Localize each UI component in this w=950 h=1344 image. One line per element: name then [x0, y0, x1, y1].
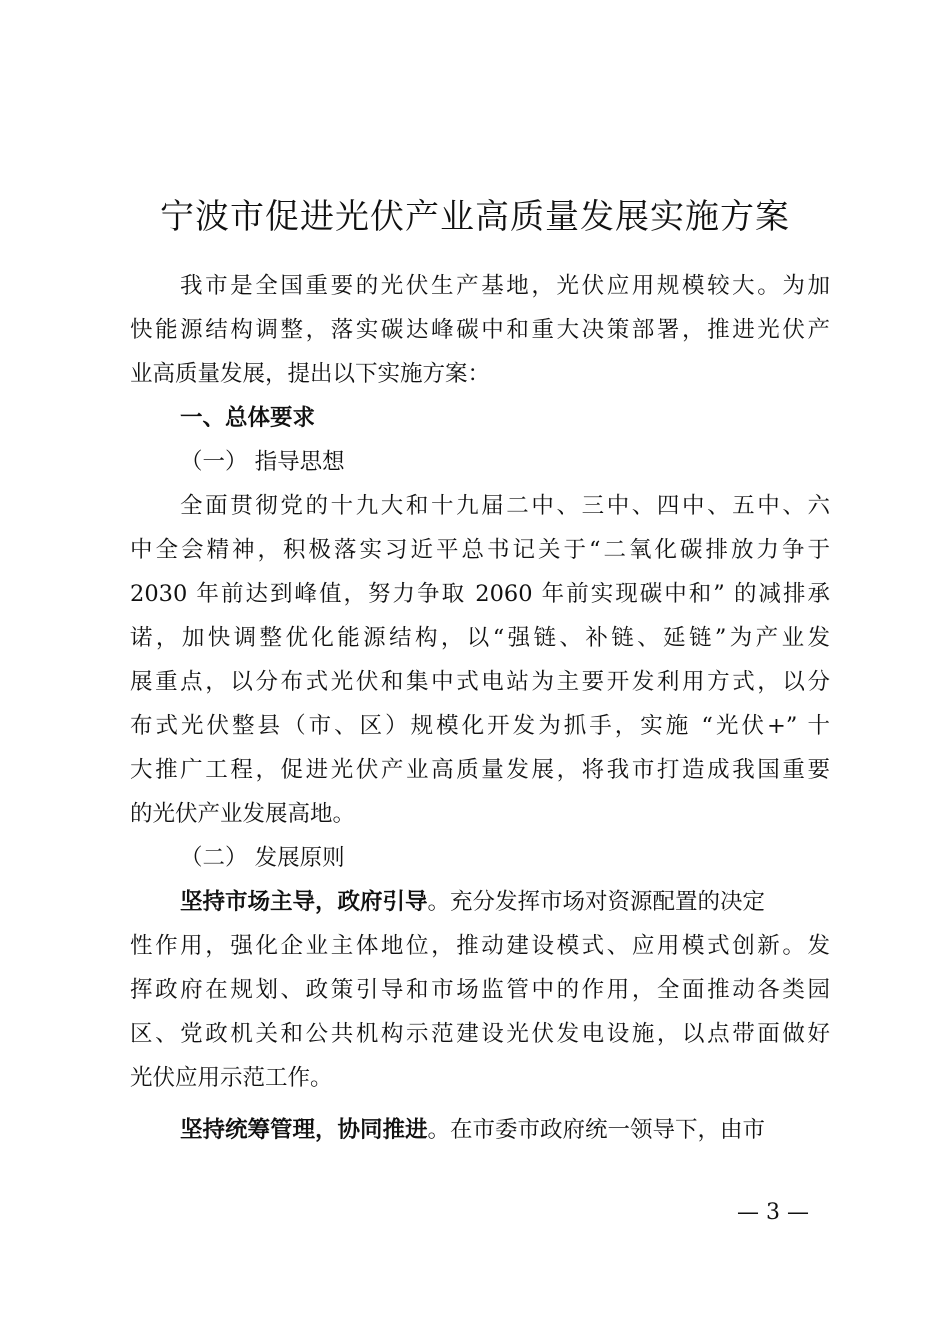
- paragraph-line: 布式光伏整县（市、区）规模化开发为抓手，实施 “光伏+” 十: [130, 713, 830, 739]
- paragraph-text: 。在市委市政府统一领导下，由市: [427, 1117, 766, 1143]
- paragraph-line: [180, 886, 830, 918]
- principle-heading: 坚持统筹管理，协同推进: [180, 1117, 428, 1143]
- paragraph-line: 我市是全国重要的光伏生产基地，光伏应用规模较大。为加: [180, 273, 830, 299]
- paragraph-line: 挥政府在规划、政策引导和市场监管中的作用，全面推动各类园: [130, 977, 830, 1003]
- paragraph-line: 诺，加快调整优化能源结构，以“强链、补链、延链”为产业发: [130, 625, 830, 651]
- paragraph-line: 光伏应用示范工作。: [130, 1065, 333, 1091]
- paragraph-line: [180, 1114, 830, 1146]
- paragraph-line: 中全会精神，积极落实习近平总书记关于“二氧化碳排放力争于: [130, 537, 830, 563]
- paragraph-line: 展重点，以分布式光伏和集中式电站为主要开发利用方式，以分: [130, 669, 830, 695]
- subsection-heading: （一） 指导思想: [180, 449, 345, 475]
- paragraph-line: 性作用，强化企业主体地位，推动建设模式、应用模式创新。发: [130, 933, 830, 959]
- paragraph-line: 全面贯彻党的十九大和十九届二中、三中、四中、五中、六: [180, 493, 830, 519]
- document-title: 宁波市促进光伏产业高质量发展实施方案: [160, 196, 790, 237]
- paragraph-line: 区、党政机关和公共机构示范建设光伏发电设施，以点带面做好: [130, 1021, 830, 1047]
- section-heading: 一、总体要求: [180, 405, 316, 431]
- paragraph-line: 快能源结构调整，落实碳达峰碳中和重大决策部署，推进光伏产: [130, 317, 830, 343]
- principle-heading: 坚持市场主导，政府引导: [180, 889, 428, 915]
- paragraph-line: 业高质量发展，提出以下实施方案：: [130, 361, 491, 387]
- page-number: — 3 —: [737, 1200, 809, 1225]
- subsection-heading: （二） 发展原则: [180, 845, 345, 871]
- paragraph-line: 的光伏产业发展高地。: [130, 801, 356, 827]
- paragraph-line: 2030 年前达到峰值，努力争取 2060 年前实现碳中和” 的减排承: [130, 581, 830, 607]
- paragraph-line: 大推广工程，促进光伏产业高质量发展，将我市打造成我国重要: [130, 757, 830, 783]
- paragraph-text: 。充分发挥市场对资源配置的决定: [427, 889, 766, 915]
